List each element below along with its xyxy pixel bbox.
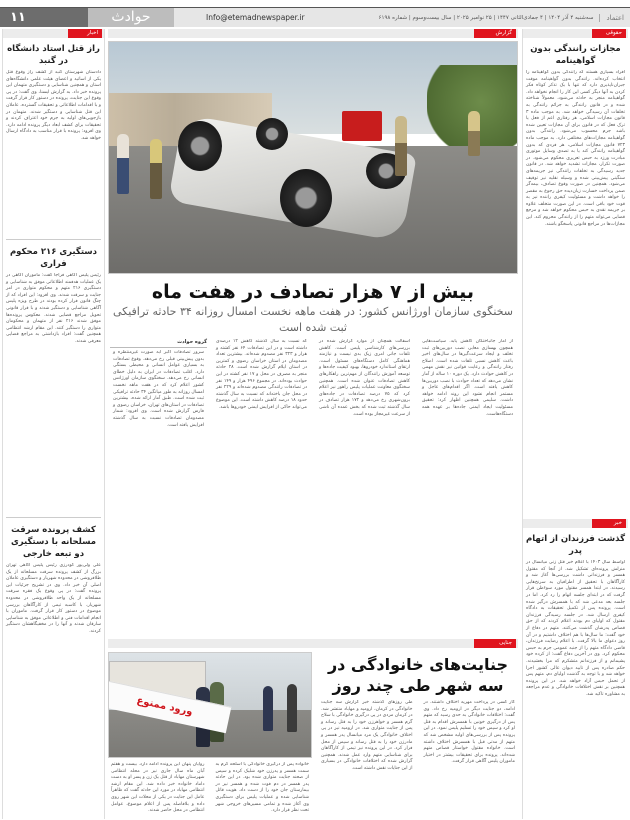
article-text: که نسبت به سال گذشته کاهش ۱۲ درصدی داشته است و در این تصادفات ۶۴ نفر کشته و هزار و ۳۲۳ نفر مصدوم شده‌اند. بیشترین تعداد مصدومان در استان خراسان رضوی و کمترین در استان ایلام گزارش شده است. ۲۸ حادثه منجر به مصرف در محل و ۱۷ نفر کشته در این حوادث بوده‌اند. در مجموع ۴۹۶ هزار و ۱۴۹ نفر در تصادفات رانندگی مصدوم شده‌اند و ۲۲۹ نفر در محل جان باخته‌اند که نسبت به سال گذشته حدود ۱۸ درصد کاهش داشته است. این موضوع می‌تواند حاکی از افزایش ایمنی خودروها باشد.	[216, 339, 308, 410]
crime-headline[interactable]: جنایت‌های خانوادگی در سه شهر طی چند روز	[327, 655, 509, 695]
kicker-bar	[3, 29, 104, 38]
accident-photo	[108, 41, 518, 274]
article-text: روایان پنهان این پرونده ادامه دارد. بیست و هفتم آبان ماه سال جاری نیز در محله انتظامی شهرستان مهاباد از قتل یک زن و پسر او به دست داماد خانواده خبر داده شد. این مقام ارشد انتظامی مهاباد در مورد این حادثه گفت که ظاهراً عامل این جنایت در یکی از محلات این شهر روی داده و بلافاصله پس از اعلام موضوع، عوامل انتظامی در محل حاضر شدند.	[111, 762, 205, 814]
story-father	[523, 533, 628, 820]
police-tape: ورود ممنوع	[108, 679, 232, 733]
article-text: خانواده پس از درگیری خانوادگی با اسلحه گرم به سمت همسر و پدرزن خود شلیک کرده و سپس از صحنه جنایت متواری شده بود. در این حادثه پدر همسر در دم فوت شده و همسر نیز در بیمارستان جان خود را از دست داد. هویت قاتل شناسایی شده و عملیات پلیس برای دستگیری وی آغاز شده و تمامی مسیرهای خروجی شهر تحت نظر قرار دارد.	[215, 762, 309, 814]
story-body: اواسط سال ۱۴۰۳ با اعلام خبر قتل زنی میانسال در منزلش پرونده‌ای تشکیل شد. از آنجا که مقتول همسر و فرزندانی داشت بررسی‌ها آغاز شد و کارآگاهان با تحقیق از اطرافیان به سرنخ‌هایی رسیدند. در ابتدا همسر مقتول مورد سوءظن قرار گرفت که در ابتدای جلسه اتهام را رد کرد. اما در جلسه بعد مدعی شد که با همسرش درگیر شده است. پرونده پس از تکمیل تحقیقات به دادگاه کیفری ارسال شد. در جلسه رسیدگی فرزندان مقتول که اولیای دم بودند اعلام کردند که از حق قصاص پدرشان گذشت می‌کنند. متهم در دفاع از خود گفت: ما سال‌ها با هم اختلاف داشتیم و در آن روز دعوای ما بالا گرفت. با اعلام رضایت فرزندان، قاضی دادگاه متهم را از جنبه عمومی جرم به حبس محکوم کرد. وی در آخرین دفاع گفت: از کرده خود پشیمانم و از فرزندانم متشکرم که مرا بخشیدند. حکم صادره پس از تایید دیوان عالی کشور اجرا خواهد شد و با توجه به گذشت اولیای دم، متهم پس از تحمل حبس آزاد خواهد شد. در این پرونده همچنین بر نقش اختلافات خانوادگی و عدم مراجعه به مشاوره تاکید شد.	[526, 560, 625, 697]
kicker-bar	[523, 29, 628, 38]
fire-truck	[342, 111, 383, 141]
section-title: حوادث	[88, 8, 174, 27]
car-wheel	[256, 118, 288, 150]
pedestrian	[287, 684, 297, 732]
masthead-right	[379, 14, 624, 22]
crime-columns	[318, 700, 518, 810]
pedestrian	[263, 686, 273, 731]
kicker-bar	[108, 29, 518, 38]
article-text: کار کسی در پرداخت مهریه اختلاف داشتند. در ادامه، دو جنایت دیگر در ارومیه رخ داد. وی گفت: اختلافات خانوادگی به حدی رسید که متهم پس از درگیری خونین با همسرش اقدام به قتل او کرد و سپس خود را تسلیم پلیس نمود. در این پرونده پس از بررسی‌های اولیه مشخص شد که متهم از مدتی قبل با همسرش اختلاف داشته است. خانواده مقتول خواستار قصاص متهم شده‌اند. پرونده برای تحقیقات بیشتر در اختیار ماموران پلیس آگاهی قرار گرفت.	[423, 700, 515, 765]
main-subhead: سخنگوی سازمان اورژانس کشور: در هفت ماهه نخست امسال روزانه ۳۴ حادثه ترافیکی ثبت شده است	[112, 305, 514, 334]
story-body: افراد بسیاری هستند که رانندگی بدون گواهینامه را انتخاب کرده‌اند. رانندگی بدون گواهینامه موقت جبران‌ناپذیری دارد که تنها با یک تذکر کوتاه فکر کردن به آنها دیگر کسی این کار را انجام نخواهد داد. گواهینامه منجر به حادثه می‌شود، معمولاً شناخته شده و در قانون رانندگی به جرائم رانندگی به تخلفات آن رسیدگی خواهد شد. به موجب ماده ۳ قانون مجازات اسلامی، هر رفتاری اعم از فعل یا ترک فعل که در قانون برای آن مجازات تعیین شده باشد جرم محسوب می‌شود. رانندگی بدون گواهینامه مجازات‌های مختلفی دارد. به موجب ماده ۷۲۳ قانون مجازات اسلامی، هر فردی که بدون گواهینامه رانندگی کند یا به تصدی وسایل موتوری مبادرت ورزد به حبس تعزیری محکوم می‌شود. در صورت تکرار، مجازات تشدید خواهد شد. در قانون جدید رسیدگی به تخلفات رانندگی نیز جریمه‌های سنگینی پیش‌بینی شده و وسیله نقلیه نیز توقیف می‌شود. همچنین در صورت وقوع تصادف، بیمه‌گر ضمن پرداخت خسارت زیان‌دیده حق رجوع به مقصر را خواهد داشت و مسئولیت کیفری راننده نیز به قوت خود باقی است. در این صورت متخلف علاوه بر جریمه نقدی به حبس محکوم خواهد شد و مرجع قضایی می‌تواند متهم را از رانندگی محروم کند. این مجازات‌ها در مراجع قانونی پاسخگو باشند.	[526, 70, 625, 227]
article-column	[316, 339, 413, 601]
crime-columns-lower	[108, 762, 312, 817]
story-robbery	[3, 524, 104, 820]
byline: گروه حوادث	[110, 339, 207, 348]
issue-date: سه‌شنبه ۴ آذر ۱۴۰۴ | ۴ جمادی‌الثانی ۱۴۴۷ | ۲۵ نوامبر ۲۰۲۵ | سال بیست‌وسوم | شماره ۶۱۹۸	[378, 14, 594, 21]
firefighter	[468, 111, 480, 156]
story-headline[interactable]: مجازات رانندگی بدون گواهینامه	[530, 44, 621, 66]
story-fugitives	[3, 246, 104, 513]
article-column	[110, 339, 207, 601]
kicker-report: گزارش	[474, 29, 516, 38]
article-text: از آمار جانباختگان کاهش یابد. سیاست‌هایی همچون بهسازی معابر، نصب دوربین‌های ثبت تخلف و ایجاد سرعت‌گیرها در سال‌های اخیر باعث کاهش نسبی تلفات شده است. اصلاح رفتار رانندگی و رعایت قوانین نیز نقش مهمی در کاهش حوادث دارد. یک دوره ۱۰ ساله از آمار نشان می‌دهد که تعداد حوادث با نصب دوربین‌ها کاهش یافته است. اگر اقدام‌های عاجل و مستمر انجام نشود این روند ادامه خواهد داشت. سلیمی همچنین اظهار کرد: تحقیق مسئولیت ایجاد ایمنی جاده‌ها بر عهده همه دستگاه‌هاست.	[422, 339, 514, 417]
article-column	[419, 339, 516, 601]
story-body: علی ولی‌پور گودرزی رئیس پلیس آگاهی تهران بزرگ از کشف پرونده سرقت مسلحانه از یک طلافروشی در محدوده شهریار و دستگیری عاملان اصلی آن خبر داد. وی در تشریح جزئیات این پرونده گفت: در پی وقوع یک فقره سرقت مسلحانه از یک واحد طلافروشی در محدوده شهریار، با کاسبه تیمی از کارآگاهان بررسی موضوع در دستور کار قرار گرفت. ماموران با انجام اقدامات فنی و اطلاعاتی موفق به شناسایی سارقان شدند و آنها را در مخفیگاهشان دستگیر کردند.	[6, 563, 101, 634]
article-column	[213, 339, 310, 601]
crime-photo-block	[108, 652, 312, 817]
page-number: ۱۱	[0, 8, 88, 27]
article-text: سرور تصادفات آکبر ابه صورت غیرمنتظره و بدون پیش‌بینی قبلی رخ می‌دهد. وقوع تصادفات به بسیاری عوامل انسانی و محیطی بستگی دارد. اغلب تصادفات در ایران به دلیل خطای انسانی رخ می‌دهد. سخنگوی سازمان اورژانس کشور اعلام کرد که در هفت ماهه نخست امسال روزانه به طور میانگین ۳۴ حادثه ترافیکی ثبت شده است. طبق آمار ارائه شده، بیشترین تصادفات در استان‌های تهران، خراسان رضوی و فارس گزارش شده است. وی افزود: شمار مصدومان تصادفات نسبت به سال گذشته افزایش یافته است.	[113, 350, 204, 428]
right-column	[522, 29, 628, 819]
kicker-news: اخبار	[68, 29, 102, 38]
crime-scene-photo	[108, 652, 312, 758]
center-column	[108, 29, 518, 819]
firefighter	[395, 116, 407, 176]
divider	[6, 239, 101, 240]
masthead-info	[174, 8, 630, 27]
story-headline[interactable]: دستگیری ۲۱۶ محکوم فراری	[9, 247, 98, 269]
article-columns	[108, 339, 518, 601]
kicker-legal: حقوقی	[592, 29, 626, 38]
email-link[interactable]: Info@etemadnewspaper.ir	[206, 13, 305, 22]
story-headline[interactable]: کشف پرونده سرقت مسلحانه با دستگیری دو تبعه خارجی	[10, 525, 97, 559]
divider	[6, 517, 101, 518]
kicker-bar	[523, 519, 628, 528]
kicker-bar	[108, 639, 518, 648]
bystander	[150, 139, 162, 199]
crime-row	[108, 652, 518, 817]
story-license	[523, 43, 628, 515]
story-headline[interactable]: گذشت فرزندان از اتهام پدر	[525, 534, 626, 556]
masthead	[0, 7, 630, 27]
crime-article	[318, 652, 518, 817]
kicker-news: خبر	[592, 519, 626, 528]
left-column	[2, 29, 105, 819]
kicker-criminal: جنایی	[474, 639, 516, 648]
car-wheel	[178, 121, 222, 171]
bystander	[117, 134, 129, 194]
main-headline[interactable]: بیش از ۷ هزار تصادف در هفت ماه	[151, 281, 475, 303]
newspaper-logo: اعتماد	[599, 14, 624, 22]
story-headline[interactable]: راز قتل استاد دانشگاه در گنبد	[7, 44, 100, 66]
article-text: اسفالت همچنان از موارد گزارش شده در بررسی‌های کارشناسی پلیس است. کاهش تلفات جانی امری زیک بدی نیست و نیازمند هماهنگی کامل دستگاه‌های مسئول است. ارتقای استاندارد خودروها، بهبود کیفیت جاده‌ها و توسعه آموزش رانندگان از مهم‌ترین راهکارهای کاهش تصادفات عنوان شده است. همچنین سخنگوی معاونت عملیات پلیس راهور نیز اعلام کرد که ۷۵ درصد تصادفات در جاده‌های برون‌شهری رخ می‌دهد و ۱۷۲ هزار تصادف در سال گذشته ثبت شده که بخش عمده آن ناشی از سرعت غیرمجاز بوده است.	[319, 339, 410, 417]
story-body: دادستان شهرستان گنبد از کشف راز وقوع قتل یکی از اساتید و اعضای هیئت علمی دانشگاه‌های استان و همچنین شناسایی و دستگیری متهمان این پرونده خبر داد. به گزارش ایسنا، وی گفت: در پی وقوع این جنایت، پرونده در دستور کار قرار گرفت و با اقدامات اطلاعاتی و تحقیقات گسترده، عاملان این قتل شناسایی و دستگیر شدند. متهمان در بازجویی‌های اولیه به جرم خود اعتراف کردند و تحقیقات برای کشف ابعاد دیگر پرونده ادامه دارد. وی افزود: پرونده با قرار مناسب به دادگاه ارسال خواهد شد.	[6, 70, 101, 141]
story-body: رئیس پلیس آگاهی فراجا گفت: ماموران آگاهی در یک عملیات هدفمند اطلاعاتی موفق به شناسایی و دستگیری ۲۱۶ متهم و محکوم متواری در امر جنایت و سرقت شدند. وی افزود: این افراد که از چنگ قانون فرار کرده بودند در طرح ویژه پلیس آگاهی شناسایی و دستگیر شدند و با قرار قانونی تحویل مراجع قضایی شدند. معکوس پرونده‌ها موفق شدند ۲۱۶ نفر از متهمان و محکومان متواری را دستگیر کنند. این مقام ارشد انتظامی همچنین گفت: افراد بازداشتی به مراجع قضایی معرفی شدند.	[6, 273, 102, 344]
story-gonbad	[3, 43, 104, 235]
article-text: طی روزهای گذشته خبر گزارش سه جنایت خانوادگی در کرمان، ارومیه و مهاباد منتشر شد. در کرمان مردی در پی درگیری خانوادگی با سلاح گرم همسر و خواهرزن خود را به قتل رساند و پس از جنایت متواری شد. در ارومیه نیز در پی اختلاف خانوادگی یک مرد میانسال پدر همسر و مادرزن خود را به قتل رساند و سپس از محل فرار کرد. در این پرونده نیز تیمی از کارآگاهان برای شناسایی متهم وارد عمل شدند. همچنین گزارش شده که اختلافات خانوادگی در بسیاری از این جنایات نقش داشته است.	[321, 700, 413, 771]
crime-section	[108, 639, 518, 817]
